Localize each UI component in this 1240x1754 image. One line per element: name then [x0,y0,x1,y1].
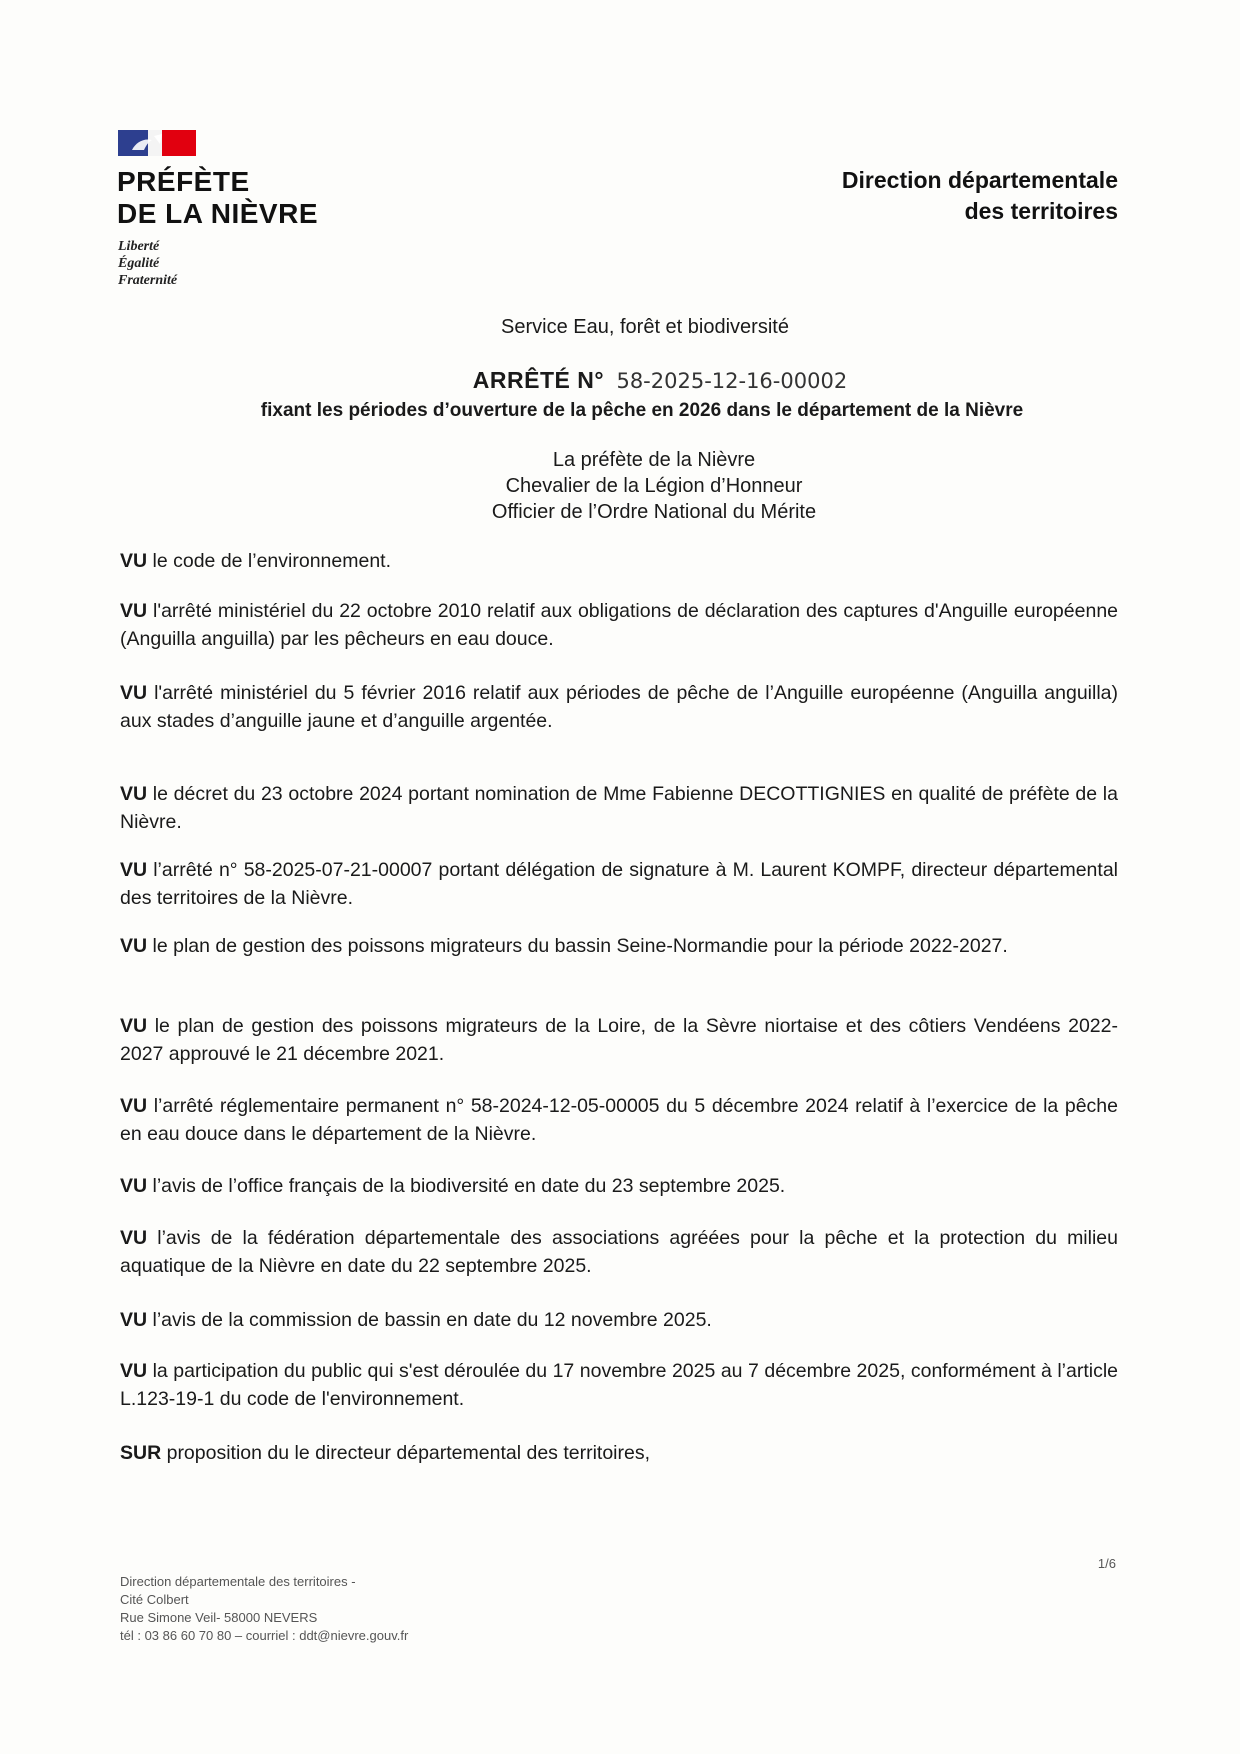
page-number: 1/6 [1097,1556,1116,1571]
authority-line-1: La préfète de la Nièvre [552,449,756,471]
visa-paragraph [120,1012,1118,1068]
visa-keyword: VU [120,1227,148,1249]
visa-paragraph [120,1172,1118,1200]
visa-keyword: VU [120,600,148,622]
visa-text: le plan de gestion des poissons migrateurs du bassin Seine-Normandie pour la période 2022-2027. [152,935,1008,957]
visa-text: le code de l’environnement. [152,550,392,572]
visa-paragraph [120,1092,1118,1148]
arrete-subject: fixant les périodes d’ouverture de la pêche en 2026 dans le département de la Nièvre [260,400,1024,421]
arrete-title [0,367,1240,394]
visa-keyword: VU [120,682,148,704]
visa-keyword: VU [120,1015,148,1037]
visa-text: l’arrêté réglementaire permanent n° 58-2024-12-05-00005 du 5 décembre 2024 relatif à l’exercice de la pêche en eau douce dans le département de la Nièvre. [120,1095,1118,1145]
visa-keyword: VU [120,783,148,805]
visa-text: l'arrêté ministériel du 5 février 2016 relatif aux périodes de pêche de l’Anguille européenne (Anguilla anguilla) aux stades d’anguille jaune et d’anguille argentée. [120,682,1119,732]
visa-text: l’arrêté n° 58-2025-07-21-00007 portant délégation de signature à M. Laurent KOMPF, directeur départemental des territoires de la Nièvre. [120,859,1118,909]
visa-keyword: VU [120,1175,148,1197]
visa-keyword: VU [120,1309,148,1331]
visa-keyword: VU [120,550,148,572]
footer-address [120,1573,408,1645]
visa-keyword: VU [120,859,148,881]
service-name: Service Eau, forêt et biodiversité [501,316,789,338]
visa-text: proposition du le directeur départemental des territoires, [166,1442,651,1464]
visa-text: l’avis de la commission de bassin en date du 12 novembre 2025. [152,1309,712,1331]
visa-paragraph [120,1439,1118,1467]
visa-paragraph [120,547,1118,575]
visa-paragraph [120,856,1118,912]
republic-motto [118,238,177,289]
prefecture-line-1: PRÉFÈTE [117,166,250,197]
visa-keyword: VU [120,1095,148,1117]
visa-text: l’avis de la fédération départementale des associations agréées pour la pêche et la protection du milieu aquatique de la Nièvre en date du 22 septembre 2025. [120,1227,1118,1277]
visa-paragraph [120,1306,1118,1334]
motto-egalite: Égalité [118,256,160,271]
authority-line-3: Officier de l’Ordre National du Mérite [491,501,817,523]
visa-keyword: VU [120,1360,148,1382]
authority-block [0,447,1240,525]
footer-line-3: Rue Simone Veil- 58000 NEVERS [120,1610,318,1625]
visa-text: l'arrêté ministériel du 22 octobre 2010 relatif aux obligations de déclaration des captures d'Anguille européenne (Anguilla anguilla) par les pêcheurs en eau douce. [120,600,1119,650]
arrete-label: ARRÊTÉ N° [472,367,605,393]
prefecture-name [117,166,318,230]
visa-keyword: VU [120,935,148,957]
visa-text: le décret du 23 octobre 2024 portant nomination de Mme Fabienne DECOTTIGNIES en qualité de préfète de la Nièvre. [120,783,1118,833]
direction-line-2: des territoires [964,198,1118,224]
visa-text: le plan de gestion des poissons migrateurs de la Loire, de la Sèvre niortaise et des côtiers Vendéens 2022-2027 approuvé le 21 décembre 2021. [120,1015,1118,1065]
prefecture-line-2: DE LA NIÈVRE [117,198,318,229]
motto-fraternite: Fraternité [118,273,178,288]
visa-keyword: SUR [120,1442,162,1464]
visa-paragraph [120,679,1118,735]
visa-paragraph [120,1357,1118,1413]
authority-line-2: Chevalier de la Légion d’Honneur [505,475,803,497]
visa-paragraph [120,780,1118,836]
visa-paragraph [120,1224,1118,1280]
direction-line-1: Direction départementale [841,167,1118,193]
footer-line-4: tél : 03 86 60 70 80 – courriel : ddt@nievre.gouv.fr [120,1628,409,1643]
visa-text: l’avis de l’office français de la biodiversité en date du 23 septembre 2025. [152,1175,786,1197]
arrete-number: 58-2025-12-16-00002 [616,369,848,393]
visa-text: la participation du public qui s'est déroulée du 17 novembre 2025 au 7 décembre 2025, conformément à l’article L.123-19-1 du code de l'environnement. [120,1360,1118,1410]
footer-line-2: Cité Colbert [120,1592,189,1607]
visa-paragraph [120,932,1118,960]
footer-line-1: Direction départementale des territoires - [120,1574,356,1589]
visa-paragraph [120,597,1118,653]
motto-liberte: Liberté [118,239,160,254]
marianne-logo [118,130,196,156]
issuing-direction [842,165,1118,227]
